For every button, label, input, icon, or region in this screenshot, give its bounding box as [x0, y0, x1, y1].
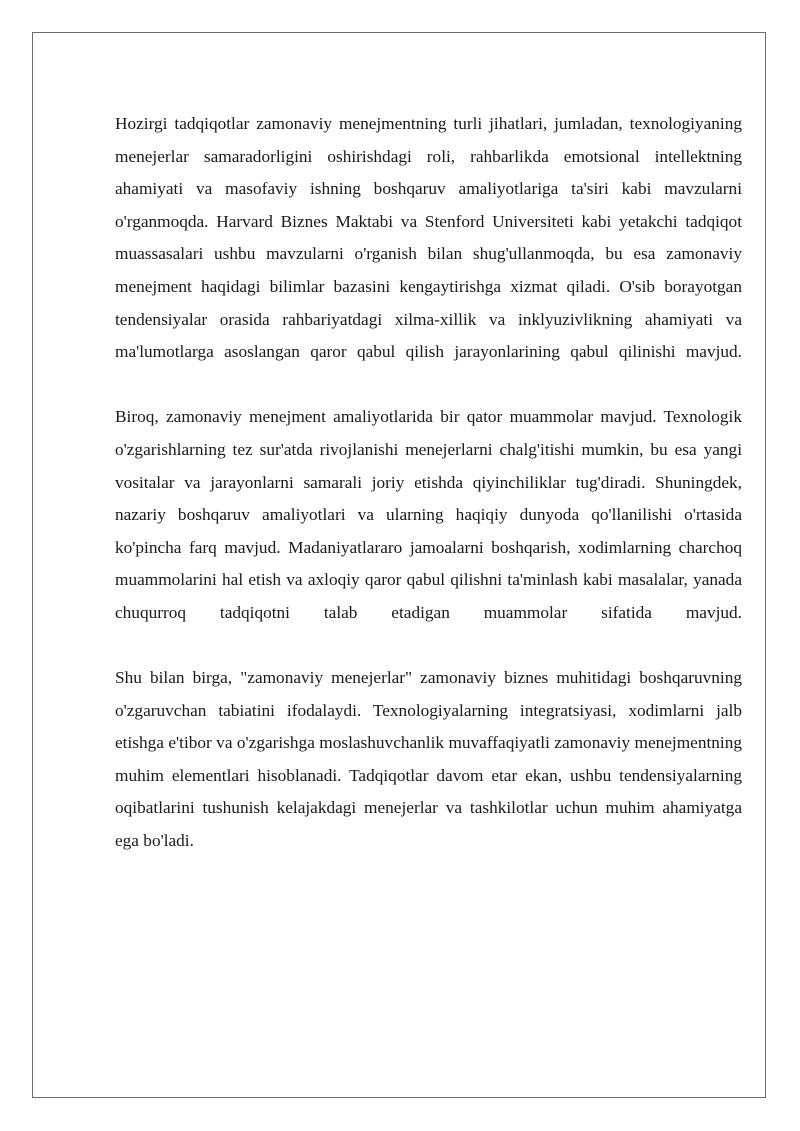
paragraph-challenges: Biroq, zamonaviy menejment amaliyotlarida bir qator muammolar mavjud. Texnologik o'zgarishlarning tez sur'atda rivojlanishi menejerlarni chalg'itishi mumkin, bu esa yangi vositalar va jarayonlarni samarali joriy etishda qiyinchiliklar tug'diradi. Shuningdek, nazariy boshqaruv amaliyotlari va ularning haqiqiy dunyoda qo'llanilishi o'rtasida ko'pincha farq mavjud. Madaniyatlararo jamoalarni boshqarish, xodimlarning charchoq muammolarini hal etish va axloqiy qaror qabul qilishni ta'minlash kabi masalalar, yanada chuqurroq tadqiqotni talab etadigan muammolar sifatida mavjud. [115, 407, 742, 622]
paragraph-current-research: Hozirgi tadqiqotlar zamonaviy menejmentning turli jihatlari, jumladan, texnologiyaning menejerlar samaradorligini oshirishdagi roli, rahbarlikda emotsional intellektning ahamiyati va masofaviy ishning boshqaruv amaliyotlariga ta'siri kabi mavzularni o'rganmoqda. Harvard Biznes Maktabi va Stenford Universiteti kabi yetakchi tadqiqot muassasalari ushbu mavzularni o'rganish bilan shug'ullanmoqda, bu esa zamonaviy menejment haqidagi bilimlar bazasini kengaytirishga xizmat qiladi. O'sib borayotgan tendensiyalar orasida rahbariyatdagi xilma-xillik va inklyuzivlikning ahamiyati va ma'lumotlarga asoslangan qaror qabul qilish jarayonlarining qabul qilinishi mavjud. [115, 114, 742, 362]
paragraph-spacer [115, 369, 742, 402]
paragraph-spacer [115, 630, 742, 663]
paragraph-conclusion: Shu bilan birga, "zamonaviy menejerlar" zamonaviy biznes muhitidagi boshqaruvning o'zgaruvchan tabiatini ifodalaydi. Texnologiyalarning integratsiyasi, xodimlarni jalb etishga e'tibor va o'zgarishga moslashuvchanlik muvaffaqiyatli zamonaviy menejmentning muhim elementlari hisoblanadi. Tadqiqotlar davom etar ekan, ushbu tendensiyalarning oqibatlarini tushunish kelajakdagi menejerlar va tashkilotlar uchun muhim ahamiyatga ega bo'ladi. [115, 668, 742, 851]
document-body [115, 108, 742, 858]
